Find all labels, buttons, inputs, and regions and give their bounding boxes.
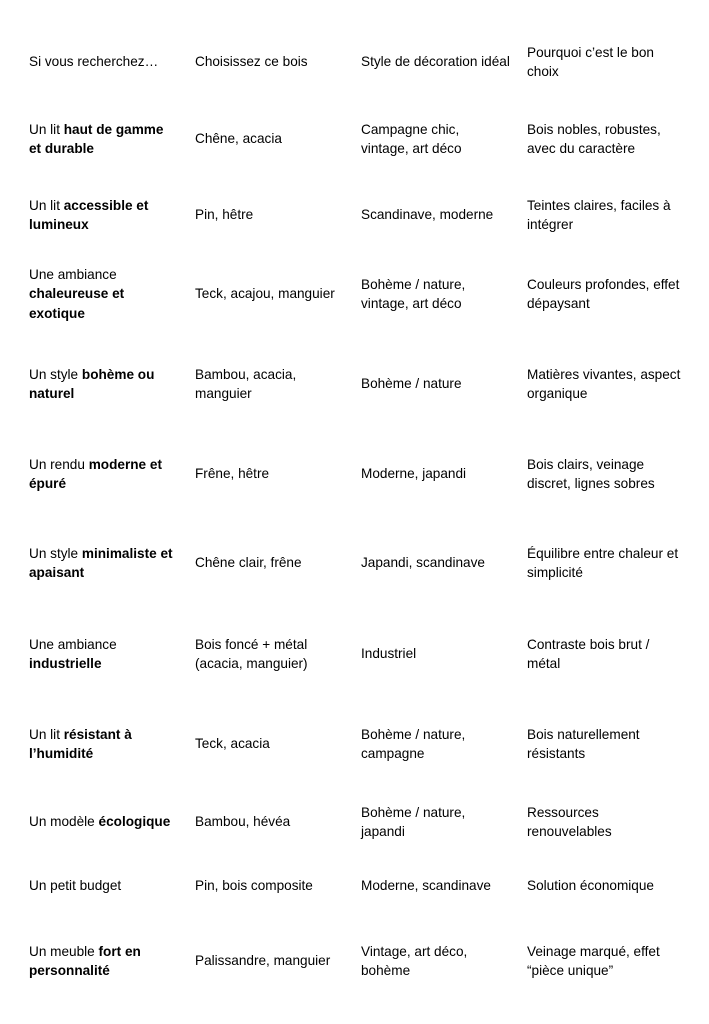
cell-why: Couleurs profondes, effet dépaysant	[527, 276, 680, 311]
need-text: Un modèle	[29, 814, 99, 830]
cell-why: Contraste bois brut / métal	[527, 636, 650, 671]
need-emphasis: haut de gamme et durable	[29, 121, 164, 156]
cell-need	[20, 856, 186, 916]
cell-why: Teintes claires, faciles à intégrer	[527, 197, 671, 232]
table-row	[20, 916, 690, 1006]
need-text: Un lit	[29, 726, 64, 742]
cell-why: Veinage marqué, effet “pièce unique”	[527, 943, 660, 978]
cell-need	[20, 430, 186, 518]
need-emphasis: bohème ou naturel	[29, 366, 155, 401]
cell-why: Bois clairs, veinage discret, lignes sobres	[527, 456, 655, 491]
cell-need	[20, 180, 186, 250]
table-row	[20, 338, 690, 430]
header-cell-need: Si vous recherchez…	[29, 54, 159, 70]
cell-why: Bois nobles, robustes, avec du caractère	[527, 121, 661, 156]
cell-need	[20, 250, 186, 338]
cell-why: Solution économique	[527, 878, 654, 894]
header-row	[20, 26, 690, 98]
cell-wood: Bambou, acacia, manguier	[195, 366, 297, 401]
table-row	[20, 788, 690, 856]
cell-style: Bohème / nature, japandi	[361, 804, 466, 839]
cell-style: Industriel	[361, 646, 417, 662]
need-emphasis: minimaliste et apaisant	[29, 545, 173, 580]
need-emphasis: écologique	[98, 814, 171, 830]
need-text: Un lit	[29, 197, 64, 213]
need-emphasis: industrielle	[29, 656, 102, 671]
need-emphasis: moderne et épuré	[29, 456, 162, 491]
cell-why: Ressources renouvelables	[527, 804, 612, 839]
cell-wood: Pin, hêtre	[195, 207, 254, 223]
cell-why: Bois naturellement résistants	[527, 726, 640, 761]
table-row	[20, 856, 690, 916]
cell-need	[20, 608, 186, 700]
cell-style: Scandinave, moderne	[361, 207, 494, 223]
cell-wood: Frêne, hêtre	[195, 466, 270, 482]
cell-wood: Teck, acacia	[195, 736, 270, 752]
need-text: Un lit	[29, 121, 64, 137]
table-row	[20, 518, 690, 608]
need-text: Une ambiance	[29, 636, 117, 652]
cell-wood: Pin, bois composite	[195, 878, 313, 894]
header-cell-style: Style de décoration idéal	[361, 54, 510, 70]
cell-why: Matières vivantes, aspect organique	[527, 366, 681, 401]
cell-style: Vintage, art déco, bohème	[361, 943, 468, 978]
header-cell-wood: Choisissez ce bois	[195, 54, 308, 70]
cell-need	[20, 916, 186, 1006]
need-text: Un rendu	[29, 456, 89, 472]
cell-wood: Teck, acajou, manguier	[195, 286, 335, 302]
cell-style: Bohème / nature, campagne	[361, 726, 466, 761]
cell-wood: Chêne, acacia	[195, 131, 282, 147]
need-text: Une ambiance	[29, 266, 117, 282]
need-text: Un style	[29, 366, 82, 382]
header-cell-why: Pourquoi c’est le bon choix	[527, 44, 654, 79]
table-row	[20, 430, 690, 518]
cell-style: Moderne, scandinave	[361, 878, 491, 894]
table-row	[20, 608, 690, 700]
cell-wood: Bambou, hévéa	[195, 814, 291, 830]
cell-need	[20, 518, 186, 608]
cell-need	[20, 700, 186, 788]
cell-why: Équilibre entre chaleur et simplicité	[527, 545, 679, 580]
cell-style: Bohème / nature, vintage, art déco	[361, 276, 466, 311]
cell-wood: Palissandre, manguier	[195, 953, 331, 969]
need-text: Un petit budget	[29, 878, 122, 894]
need-text: Un style	[29, 545, 82, 561]
table-row	[20, 250, 690, 338]
need-text: Un meuble	[29, 943, 99, 959]
need-emphasis: résistant à l’humidité	[29, 726, 132, 761]
cell-wood: Bois foncé + métal (acacia, manguier)	[195, 636, 308, 671]
table-row	[20, 700, 690, 788]
need-emphasis: chaleureuse et exotique	[29, 286, 125, 321]
cell-style: Bohème / nature	[361, 376, 462, 392]
cell-need	[20, 788, 186, 856]
cell-wood: Chêne clair, frêne	[195, 555, 302, 571]
wood-choice-table	[20, 26, 690, 1006]
cell-style: Campagne chic, vintage, art déco	[361, 121, 462, 156]
cell-need	[20, 338, 186, 430]
cell-need	[20, 98, 186, 180]
table-row	[20, 180, 690, 250]
table-row	[20, 98, 690, 180]
cell-style: Japandi, scandinave	[361, 555, 485, 571]
need-emphasis: accessible et lumineux	[29, 197, 149, 232]
need-emphasis: fort en personnalité	[29, 943, 141, 978]
cell-style: Moderne, japandi	[361, 466, 467, 482]
